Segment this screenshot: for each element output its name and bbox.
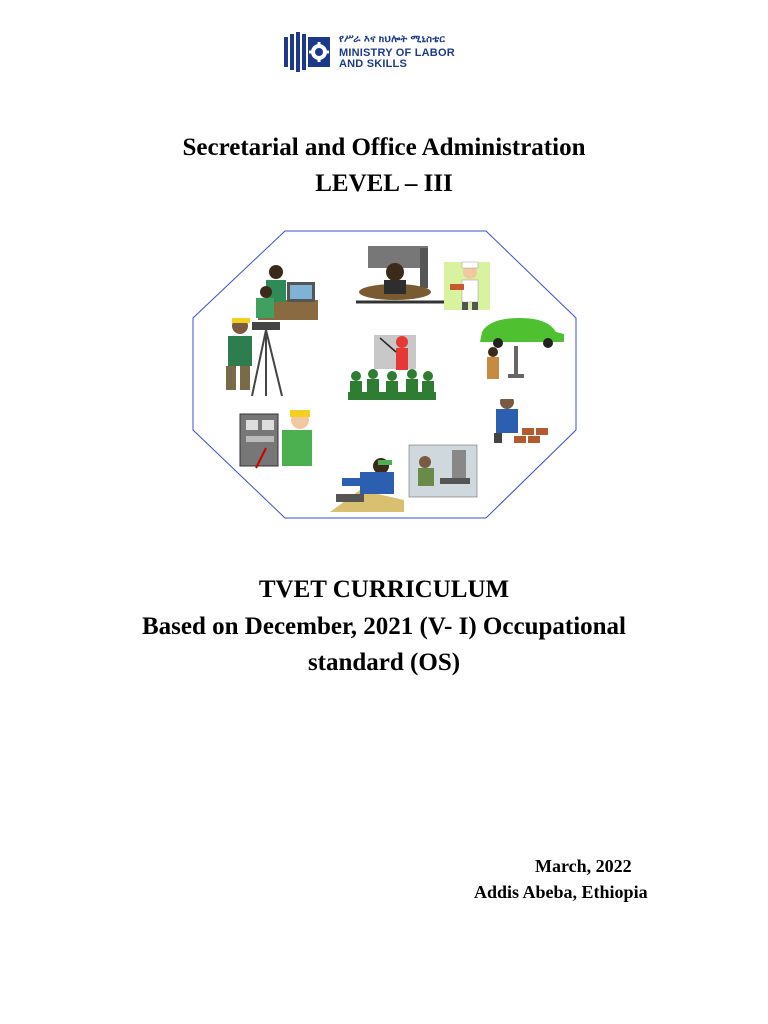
curriculum-heading: TVET CURRICULUM xyxy=(258,576,510,603)
publication-place: Addis Abeba, Ethiopia xyxy=(474,882,648,902)
standard-heading-line2: standard (OS) xyxy=(307,649,461,676)
electrician-icon xyxy=(240,410,312,468)
ministry-name-amharic: የሥራ እና ክህሎት ሚኒስቴር xyxy=(339,33,446,45)
ministry-name-line1: MINISTRY OF LABOR xyxy=(339,46,455,59)
ministry-name-line2: AND SKILLS xyxy=(339,57,407,70)
chef-icon xyxy=(444,262,490,310)
standard-heading-line1: Based on December, 2021 (V- I) Occupational xyxy=(142,613,626,640)
machinist-icon xyxy=(409,445,477,497)
program-title: Secretarial and Office Administration xyxy=(182,134,586,161)
publication-date: March, 2022 xyxy=(535,856,632,876)
level-title: LEVEL – III xyxy=(315,170,453,197)
